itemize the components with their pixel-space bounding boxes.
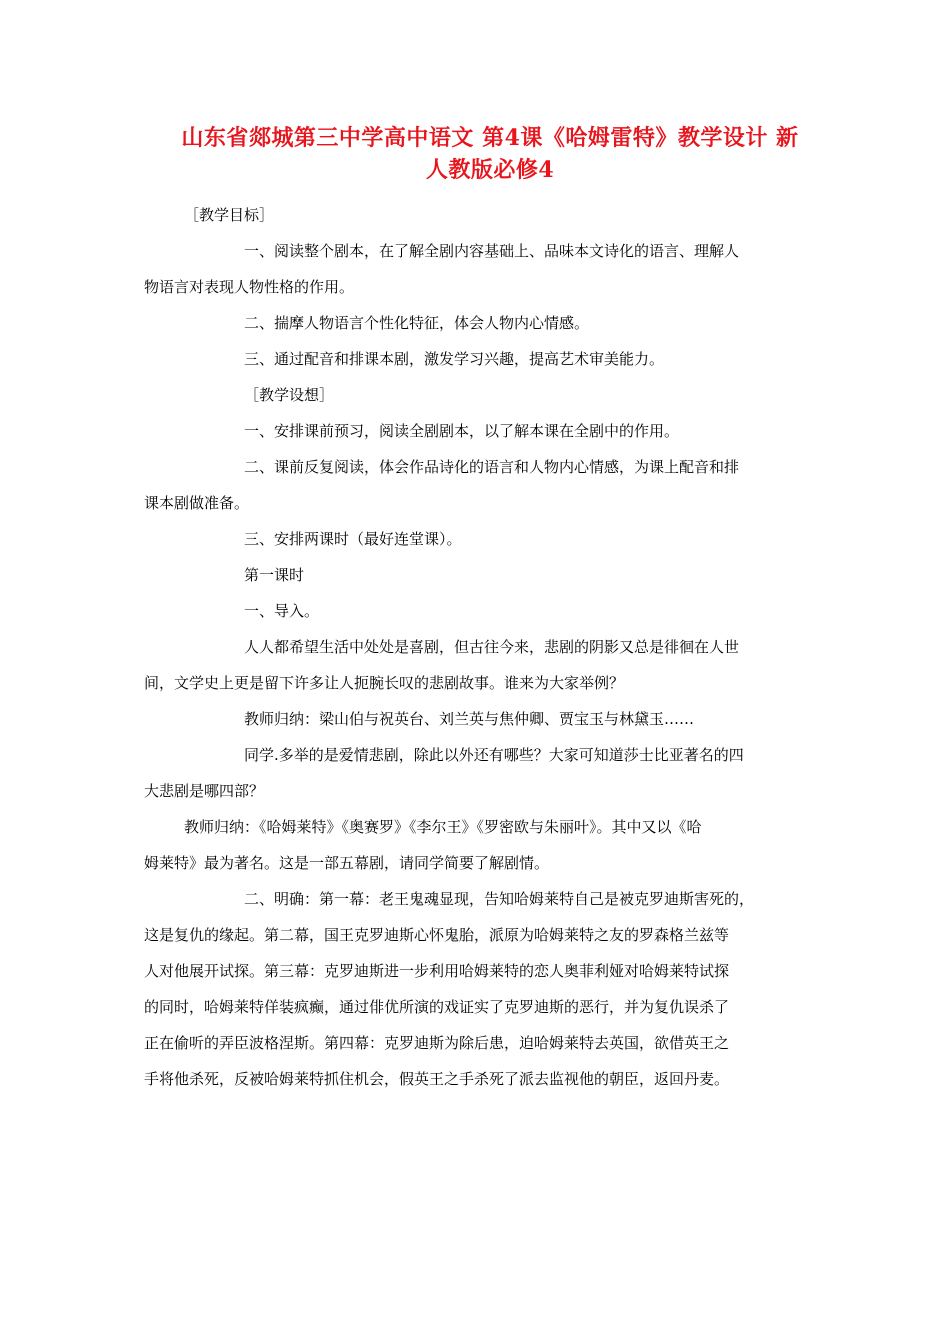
paragraph-line: 大悲剧是哪四部？ [144, 782, 265, 800]
title-line-1: 山东省郯城第三中学高中语文 第4课《哈姆雷特》教学设计 新 [181, 125, 799, 151]
paragraph-line: 三、安排两课时（最好连堂课）。 [244, 530, 462, 548]
paragraph-line: 一、阅读整个剧本，在了解全剧内容基础上、品味本文诗化的语言、理解人 [244, 242, 740, 260]
paragraph-line: 物语言对表现人物性格的作用。 [144, 278, 355, 296]
paragraph-line: 间，文学史上更是留下许多让人扼腕长叹的悲剧故事。谁来为大家举例？ [144, 674, 625, 692]
paragraph-line: 正在偷听的弄臣波格涅斯。第四幕：克罗迪斯为除后患，迫哈姆莱特去英国，欲借英王之 [144, 1034, 730, 1052]
paragraph-line: 二、课前反复阅读，体会作品诗化的语言和人物内心情感，为课上配音和排 [244, 458, 740, 476]
paragraph-line: 三、通过配音和排课本剧，激发学习兴趣，提高艺术审美能力。 [244, 350, 665, 368]
title-line-2: 人教版必修4 [425, 157, 555, 183]
paragraph-line: 一、安排课前预习，阅读全剧剧本，以了解本课在全剧中的作用。 [244, 422, 680, 440]
paragraph-line: 同学.多举的是爱情悲剧，除此以外还有哪些？大家可知道莎士比亚著名的四 [244, 746, 744, 764]
paragraph-line: 二、揣摩人物语言个性化特征，体会人物内心情感。 [244, 314, 590, 332]
paragraph-line: 一、导入。 [244, 602, 320, 620]
document-body [144, 197, 804, 1097]
paragraph-line: 手将他杀死，反被哈姆莱特抓住机会，假英王之手杀死了派去监视他的朝臣，返回丹麦。 [144, 1070, 730, 1088]
paragraph-line: 二、明确：第一幕：老王鬼魂显现，告知哈姆莱特自己是被克罗迪斯害死的， [244, 890, 755, 908]
paragraph-line: 课本剧做准备。 [144, 494, 250, 512]
paragraph-line: 人人都希望生活中处处是喜剧，但古往今来，悲剧的阴影又总是徘徊在人世 [244, 638, 740, 656]
paragraph-line: 教师归纳：梁山伯与祝英台、刘兰英与焦仲卿、贾宝玉与林黛玉…… [244, 710, 695, 728]
document-title [140, 122, 840, 186]
paragraph-line: 姆莱特》最为著名。这是一部五幕剧，请同学简要了解剧情。 [144, 854, 550, 872]
paragraph-line: 第一课时 [244, 566, 305, 584]
paragraph-line: ［教学设想］ [244, 386, 335, 404]
paragraph-line: 的同时，哈姆莱特佯装疯癫，通过俳优所演的戏证实了克罗迪斯的恶行，并为复仇误杀了 [144, 998, 730, 1016]
paragraph-line: ［教学目标］ [184, 206, 275, 224]
paragraph-line: 人对他展开试探。第三幕：克罗迪斯进一步利用哈姆莱特的恋人奥菲利娅对哈姆莱特试探 [144, 962, 730, 980]
paragraph-line: 这是复仇的缘起。第二幕，国王克罗迪斯心怀鬼胎，派原为哈姆莱特之友的罗森格兰兹等 [144, 926, 730, 944]
paragraph-line: 教师归纳：《哈姆莱特》《奥赛罗》《李尔王》《罗密欧与朱丽叶》。其中又以《哈 [184, 818, 702, 836]
